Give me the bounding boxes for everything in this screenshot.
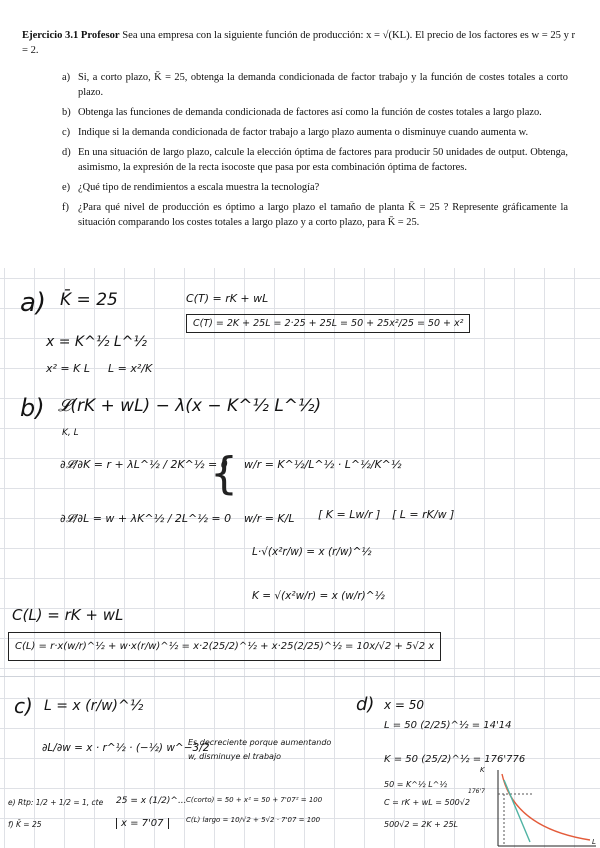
notes-a-prod: x = K^½ L^½ (46, 334, 147, 350)
sketch-axis-label-k: K (480, 766, 485, 774)
notes-f-cost1: C(corto) = 50 + x² = 50 + 7'07² = 100 (186, 796, 323, 804)
notes-d-L: L = 50 (2/25)^½ = 14'14 (384, 720, 512, 731)
isoquant-sketch (490, 768, 598, 848)
notes-b-K-solve: K = √(x²w/r) = x (w/r)^½ (252, 590, 385, 602)
sketch-value-label: 176'7 (468, 788, 485, 795)
exercise-item-a: a) Si, a corto plazo, K̄ = 25, obtenga la demanda condicionada de factor trabajo y la función de costes totales a corto plazo. (62, 72, 568, 98)
sketch-isocost-line (504, 780, 530, 842)
exercise-item-e: e) ¿Qué tipo de rendimientos a escala muestra la tecnología? (62, 182, 320, 193)
notes-f-cost2: C(L) largo = 10/√2 + 5√2 · 7'07 = 100 (186, 816, 321, 824)
notes-b-foc2: ∂𝓛/∂L = w + λK^½ / 2L^½ = 0 (60, 512, 232, 525)
notes-d-K: K = 50 (25/2)^½ = 176'776 (384, 754, 526, 765)
notes-b-ratio2: w/r = K/L (244, 512, 295, 525)
notes-b-sub: K, L (62, 428, 79, 438)
exercise-item-c: c) Indique si la demanda condicionada de factor trabajo a largo plazo aumenta o disminuye cuando aumenta w. (62, 127, 529, 138)
exercise-item-f: f) ¿Para qué nivel de producción es óptimo a largo plazo el tamaño de planta K̄ = 25 ? Represente gráficamente la situación comparando los costes totales a largo plazo y a corto plazo, para K̄ = 25. (62, 202, 568, 228)
sketch-axis-label-l: L (592, 838, 596, 846)
notes-c-label: c) (14, 694, 33, 718)
exercise-item-b: b) Obtenga las funciones de demanda condicionada de factores así como la función de costes totales a largo plazo. (62, 107, 542, 118)
notes-b-L-solve: L·√(x²r/w) = x (r/w)^½ (252, 546, 372, 558)
exercise-items (62, 70, 568, 235)
notes-d-iso3: 500√2 = 2K + 25L (384, 820, 459, 829)
notes-b-K: [ K = Lw/r ] (318, 508, 381, 521)
section-divider (0, 676, 600, 677)
notes-a-L: L = x²/K (108, 362, 153, 375)
exercise-item-d: d) En una situación de largo plazo, calcule la elección óptima de factores para producir 50 unidades de output. Obtenga, asimismo, la expresión de la recta isocoste que pasa por esta combinación óptima de factores. (62, 147, 568, 173)
notes-c-comment1: Es decreciente porque aumentando (188, 738, 332, 747)
notes-d-x: x = 50 (384, 698, 425, 712)
exercise-heading: Ejercicio 3.1 Profesor (22, 30, 120, 41)
notes-d-iso1: 50 = K^½ L^½ (384, 780, 448, 789)
notes-b-brace: { (210, 448, 238, 499)
grid-paper (0, 268, 600, 848)
notes-b-L-box: [ L = rK/w ] (392, 508, 455, 521)
notes-b-lagrangian: 𝓛(rK + wL) − λ(x − K^½ L^½) (58, 396, 322, 416)
notes-a-given: K̄ = 25 (60, 290, 118, 310)
exercise-card (0, 0, 600, 268)
notes-c-L: L = x (r/w)^½ (44, 698, 144, 714)
exercise-header (22, 28, 578, 58)
notes-a-square: x² = K L (46, 362, 90, 375)
notes-b-ratio: w/r = K^½/L^½ · L^½/K^½ (244, 458, 402, 471)
notes-d-label: d) (356, 694, 375, 715)
notes-a-label: a) (20, 288, 47, 318)
notes-e-text: e) Rtp: 1/2 + 1/2 = 1, cte (8, 798, 104, 807)
notes-f-eq: 25 = x (1/2)^... (116, 796, 187, 806)
notes-c-comment2: w, disminuye el trabajo (188, 752, 282, 761)
notes-f-text: f) K̄ = 25 (8, 820, 42, 829)
notes-b-cost: C(L) = rK + wL (12, 606, 124, 624)
notes-a-cost-box: C(T) = 2K + 25L = 2·25 + 25L = 50 + 25x²/25 = 50 + x² (186, 314, 470, 333)
notes-f-box: x = 7'07 (116, 818, 169, 829)
notes-d-iso2: C = rK + wL = 500√2 (384, 798, 470, 807)
notes-b-cost-box: C(L) = r·x(w/r)^½ + w·x(r/w)^½ = x·2(25/2)^½ + x·25(2/25)^½ = 10x/√2 + 5√2 x (8, 632, 441, 661)
notes-c-derivative: ∂L/∂w = x · r^½ · (−½) w^−3/2 (42, 742, 210, 754)
exercise-intro: Sea una empresa con la siguiente función de producción: x = √(KL). El precio de los factores es w = 25 y r = 2. (22, 30, 576, 56)
notes-b-foc1: ∂𝓛/∂K = r + λL^½ / 2K^½ = 0 (60, 458, 228, 471)
notes-b-label: b) (20, 394, 45, 422)
notes-a-cost: C(T) = rK + wL (186, 292, 269, 305)
